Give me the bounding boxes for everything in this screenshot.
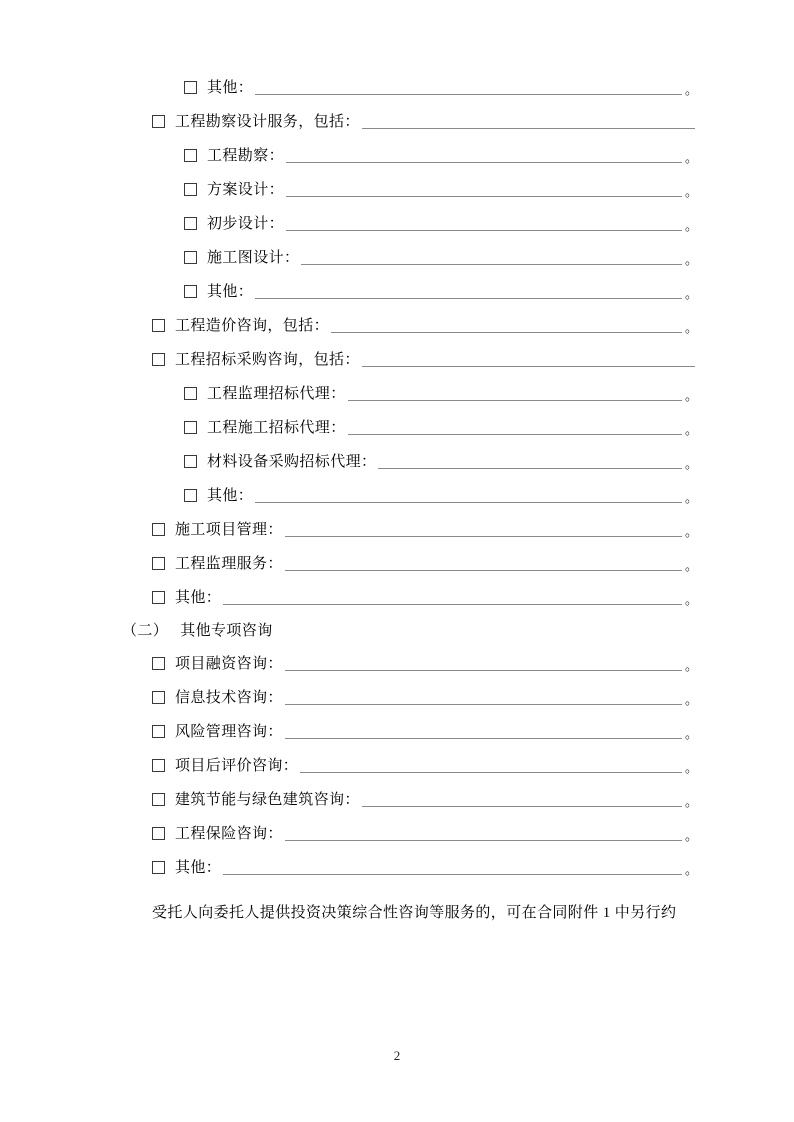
fill-in-blank-line[interactable] xyxy=(348,386,682,401)
checkbox-icon[interactable] xyxy=(184,421,197,434)
checkbox-icon[interactable] xyxy=(184,285,197,298)
checkbox-icon[interactable] xyxy=(152,861,165,874)
line-end-punctuation: 。 xyxy=(684,794,698,809)
fill-in-blank-line[interactable] xyxy=(286,148,682,163)
fill-in-blank-line[interactable] xyxy=(362,352,695,367)
checkbox-label: 其他： xyxy=(175,590,222,606)
checkbox-label: 工程勘察设计服务，包括： xyxy=(175,114,360,130)
section-number: （二） xyxy=(122,623,169,639)
checkbox-label: 工程监理服务： xyxy=(175,556,283,572)
fill-in-blank-line[interactable] xyxy=(300,758,682,773)
line-end-punctuation: 。 xyxy=(684,558,698,573)
line-end-punctuation: 。 xyxy=(684,286,698,301)
fill-in-blank-line[interactable] xyxy=(255,80,682,95)
line-end-punctuation: 。 xyxy=(684,422,698,437)
checkbox-icon[interactable] xyxy=(152,557,165,570)
checkbox-row[interactable] xyxy=(96,860,698,877)
checkbox-row[interactable] xyxy=(96,758,698,775)
line-end-punctuation xyxy=(697,130,698,131)
checkbox-icon[interactable] xyxy=(184,489,197,502)
line-end-punctuation xyxy=(697,368,698,369)
line-end-punctuation: 。 xyxy=(684,862,698,877)
checkbox-row[interactable] xyxy=(96,318,698,335)
checkbox-label: 方案设计： xyxy=(207,182,285,198)
line-end-punctuation: 。 xyxy=(684,524,698,539)
checkbox-label: 项目后评价咨询： xyxy=(175,758,299,774)
checkbox-row[interactable] xyxy=(96,216,698,233)
fill-in-blank-line[interactable] xyxy=(285,826,682,841)
line-end-punctuation: 。 xyxy=(684,692,698,707)
checkbox-label: 其他： xyxy=(207,488,254,504)
checkbox-label: 初步设计： xyxy=(207,216,285,232)
fill-in-blank-line[interactable] xyxy=(223,590,682,605)
line-end-punctuation: 。 xyxy=(684,388,698,403)
checkbox-label: 工程招标采购咨询，包括： xyxy=(175,352,360,368)
checkbox-row[interactable] xyxy=(96,826,698,843)
fill-in-blank-line[interactable] xyxy=(255,284,682,299)
checkbox-label: 工程施工招标代理： xyxy=(207,420,346,436)
page-number: 2 xyxy=(393,1048,401,1063)
checkbox-row[interactable] xyxy=(96,724,698,741)
line-end-punctuation: 。 xyxy=(684,150,698,165)
checkbox-icon[interactable] xyxy=(184,455,197,468)
document-body xyxy=(96,80,698,925)
checkbox-icon[interactable] xyxy=(184,387,197,400)
line-end-punctuation: 。 xyxy=(684,320,698,335)
checkbox-icon[interactable] xyxy=(184,149,197,162)
checkbox-label: 信息技术咨询： xyxy=(175,690,283,706)
checkbox-label: 工程保险咨询： xyxy=(175,826,283,842)
line-end-punctuation: 。 xyxy=(684,252,698,267)
checkbox-label: 风险管理咨询： xyxy=(175,724,283,740)
checkbox-icon[interactable] xyxy=(152,319,165,332)
checkbox-icon[interactable] xyxy=(152,657,165,670)
checkbox-label: 项目融资咨询： xyxy=(175,656,283,672)
line-end-punctuation: 。 xyxy=(684,592,698,607)
fill-in-blank-line[interactable] xyxy=(331,318,682,333)
checkbox-label: 其他： xyxy=(175,860,222,876)
checkbox-icon[interactable] xyxy=(152,827,165,840)
checkbox-icon[interactable] xyxy=(152,115,165,128)
checkbox-label: 施工图设计： xyxy=(207,250,300,266)
checkbox-row[interactable] xyxy=(96,656,698,673)
checkbox-label: 其他： xyxy=(207,80,254,96)
checkbox-label: 材料设备采购招标代理： xyxy=(207,454,377,470)
checkbox-icon[interactable] xyxy=(184,81,197,94)
checkbox-icon[interactable] xyxy=(184,217,197,230)
checkbox-icon[interactable] xyxy=(152,591,165,604)
checkbox-icon[interactable] xyxy=(152,725,165,738)
fill-in-blank-line[interactable] xyxy=(301,250,682,265)
line-end-punctuation: 。 xyxy=(684,184,698,199)
fill-in-blank-line[interactable] xyxy=(285,556,682,571)
checkbox-row[interactable] xyxy=(96,182,698,199)
checkbox-row[interactable] xyxy=(96,488,698,505)
fill-in-blank-line[interactable] xyxy=(378,454,682,469)
fill-in-blank-line[interactable] xyxy=(285,724,682,739)
checkbox-label: 施工项目管理： xyxy=(175,522,283,538)
checkbox-row[interactable] xyxy=(96,792,698,809)
checkbox-row[interactable] xyxy=(96,148,698,165)
checkbox-row[interactable] xyxy=(96,284,698,301)
fill-in-blank-line[interactable] xyxy=(255,488,682,503)
line-end-punctuation: 。 xyxy=(684,218,698,233)
checkbox-label: 工程造价咨询，包括： xyxy=(175,318,330,334)
checkbox-row[interactable] xyxy=(96,454,698,471)
checkbox-row[interactable] xyxy=(96,80,698,97)
line-end-punctuation: 。 xyxy=(684,658,698,673)
fill-in-blank-line[interactable] xyxy=(362,792,682,807)
fill-in-blank-line[interactable] xyxy=(362,114,695,129)
line-end-punctuation: 。 xyxy=(684,760,698,775)
checkbox-icon[interactable] xyxy=(184,183,197,196)
checkbox-row[interactable] xyxy=(96,386,698,403)
checkbox-icon[interactable] xyxy=(152,353,165,366)
checkbox-row[interactable] xyxy=(96,420,698,437)
checkbox-row[interactable] xyxy=(96,250,698,267)
checkbox-row[interactable] xyxy=(96,690,698,707)
checkbox-label: 建筑节能与绿色建筑咨询： xyxy=(175,792,360,808)
checkbox-row[interactable] xyxy=(96,556,698,573)
checkbox-row[interactable] xyxy=(96,522,698,539)
fill-in-blank-line[interactable] xyxy=(286,216,682,231)
checkbox-icon[interactable] xyxy=(184,251,197,264)
line-end-punctuation: 。 xyxy=(684,490,698,505)
line-end-punctuation: 。 xyxy=(684,828,698,843)
checkbox-label: 工程勘察： xyxy=(207,148,285,164)
section-heading xyxy=(96,624,698,639)
checkbox-label: 工程监理招标代理： xyxy=(207,386,346,402)
checkbox-icon[interactable] xyxy=(152,793,165,806)
checkbox-icon[interactable] xyxy=(152,759,165,772)
fill-in-blank-line[interactable] xyxy=(285,522,682,537)
checkbox-row[interactable] xyxy=(96,352,698,369)
checkbox-icon[interactable] xyxy=(152,523,165,536)
fill-in-blank-line[interactable] xyxy=(285,690,682,705)
paragraph: 受托人向委托人提供投资决策综合性咨询等服务的，可在合同附件 1 中另行约 xyxy=(152,905,677,921)
checkbox-label: 其他： xyxy=(207,284,254,300)
fill-in-blank-line[interactable] xyxy=(348,420,682,435)
line-end-punctuation: 。 xyxy=(684,726,698,741)
section-title: 其他专项咨询 xyxy=(180,623,273,639)
line-end-punctuation: 。 xyxy=(684,456,698,471)
checkbox-icon[interactable] xyxy=(152,691,165,704)
checkbox-row[interactable] xyxy=(96,114,698,131)
fill-in-blank-line[interactable] xyxy=(286,182,682,197)
fill-in-blank-line[interactable] xyxy=(223,860,682,875)
fill-in-blank-line[interactable] xyxy=(285,656,682,671)
line-end-punctuation: 。 xyxy=(684,82,698,97)
checkbox-row[interactable] xyxy=(96,590,698,607)
